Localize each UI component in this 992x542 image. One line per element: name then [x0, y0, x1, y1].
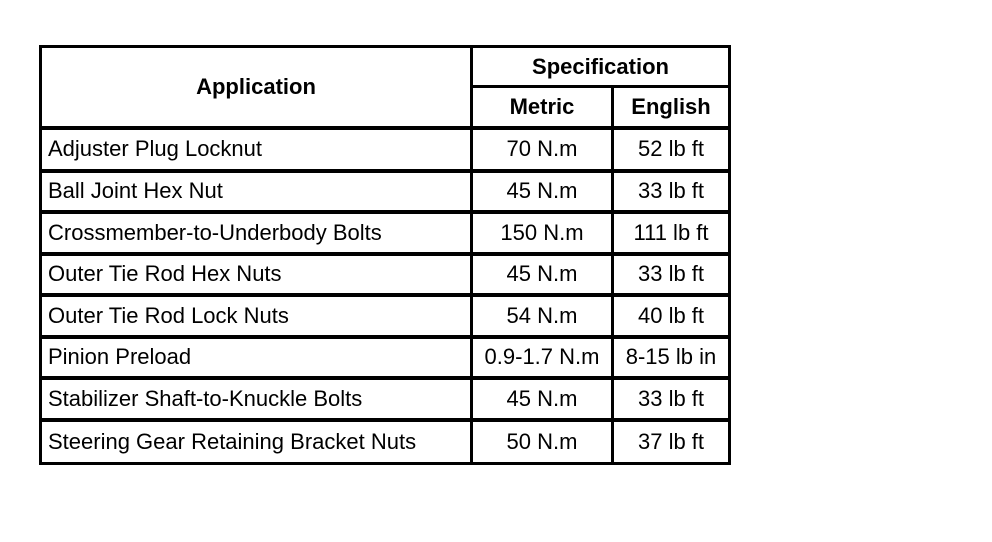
metric-cell: 50 N.m: [473, 421, 614, 463]
english-cell: 111 lb ft: [614, 213, 728, 255]
metric-cell: 70 N.m: [473, 130, 614, 172]
english-cell: 37 lb ft: [614, 421, 728, 463]
header-english: English: [614, 88, 728, 130]
table-row: [42, 379, 728, 421]
metric-cell: 45 N.m: [473, 255, 614, 297]
header-specification: Specification: [473, 48, 728, 88]
table-row: [42, 172, 728, 214]
table-row: [42, 255, 728, 297]
application-cell: Crossmember-to-Underbody Bolts: [42, 213, 473, 255]
metric-cell: 45 N.m: [473, 379, 614, 421]
table-row: [42, 213, 728, 255]
english-cell: 52 lb ft: [614, 130, 728, 172]
header-metric: Metric: [473, 88, 614, 130]
english-cell: 33 lb ft: [614, 172, 728, 214]
application-cell: Steering Gear Retaining Bracket Nuts: [42, 421, 473, 463]
metric-cell: 54 N.m: [473, 296, 614, 338]
table-row: [42, 130, 728, 172]
table-row: [42, 296, 728, 338]
application-cell: Pinion Preload: [42, 338, 473, 380]
application-cell: Adjuster Plug Locknut: [42, 130, 473, 172]
header-application: Application: [42, 48, 473, 130]
metric-cell: 45 N.m: [473, 172, 614, 214]
english-cell: 33 lb ft: [614, 255, 728, 297]
application-cell: Ball Joint Hex Nut: [42, 172, 473, 214]
metric-cell: 0.9-1.7 N.m: [473, 338, 614, 380]
table-row: [42, 338, 728, 380]
metric-cell: 150 N.m: [473, 213, 614, 255]
english-cell: 8-15 lb in: [614, 338, 728, 380]
application-cell: Outer Tie Rod Lock Nuts: [42, 296, 473, 338]
table-row: [42, 421, 728, 463]
application-cell: Stabilizer Shaft-to-Knuckle Bolts: [42, 379, 473, 421]
fastener-spec-table: [39, 45, 731, 465]
english-cell: 33 lb ft: [614, 379, 728, 421]
english-cell: 40 lb ft: [614, 296, 728, 338]
application-cell: Outer Tie Rod Hex Nuts: [42, 255, 473, 297]
